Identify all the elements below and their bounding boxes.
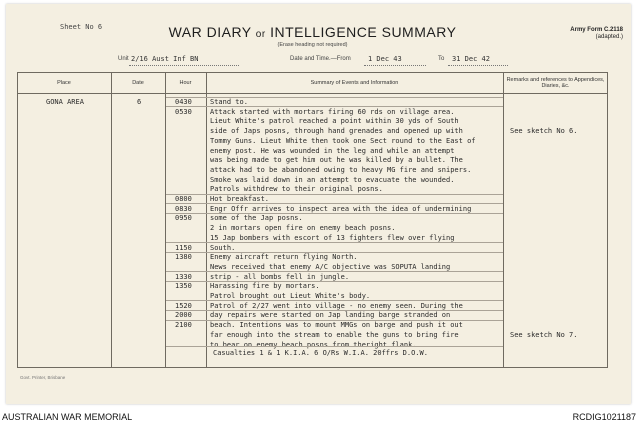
summary-line: Harassing fire by mortars. (210, 282, 320, 291)
entry-separator (166, 203, 503, 204)
column-divider (503, 72, 504, 368)
unit-underline (129, 65, 239, 66)
entry-separator (166, 194, 503, 195)
summary-line: Engr Offr arrives to inspect area with the idea of undermining (210, 204, 472, 213)
entry-separator (166, 97, 503, 98)
summary-line: Patrol brought out Lieut White's body. (210, 292, 371, 300)
hour-entry: 1150 (175, 243, 192, 252)
hour-entry: 2000 (175, 311, 192, 320)
entry-separator (166, 213, 503, 214)
title-intelligence-summary: INTELLIGENCE SUMMARY (270, 24, 457, 40)
summary-line: Attack started with mortars firing 60 rds on village area. (210, 107, 455, 116)
summary-line: attack had to be abandoned owing to heavy MG fire and snipers. (210, 165, 472, 174)
summary-line: beach. Intentions was to mount MMGs on barge and push it out (210, 321, 463, 330)
entry-separator (166, 271, 503, 272)
hour-entry: 1330 (175, 272, 192, 281)
form-title (0, 24, 625, 40)
entry-separator (166, 106, 503, 107)
casualties-line: Casualties 1 & 1 K.I.A. 6 O/Rs W.I.A. 20ffrs D.O.W. (213, 349, 428, 357)
summary-line: was being made to get him out he was killed by a bullet. The (210, 156, 463, 165)
column-header-date: Date (132, 80, 144, 86)
hour-entry: 0530 (175, 107, 192, 116)
summary-line: South. (210, 243, 236, 252)
summary-line: News received that enemy A/C objective was SOPUTA landing (210, 262, 451, 271)
title-or: or (255, 29, 266, 40)
summary-line: Hot breakfast. (210, 195, 270, 203)
entry-separator (166, 346, 503, 347)
date-to-value: 31 Dec 42 (452, 55, 490, 63)
summary-line: Patrol of 2/27 went into village - no enemy seen. During the (210, 301, 463, 310)
summary-line: Stand to. (210, 98, 248, 106)
summary-line: 2 in mortars open fire on enemy beach posns. (210, 224, 396, 233)
hour-entry: 2100 (175, 321, 192, 330)
summary-line: enemy post. He was wounded in the leg and while an attempt (210, 146, 455, 155)
archive-record-id: RCDIG1021187 (572, 412, 636, 422)
summary-line: strip - all bombs fell in jungle. (210, 272, 350, 281)
column-header-summary: Summary of Events and Information (310, 80, 399, 86)
summary-line: Lieut White's patrol reached a point within 30 yds of South (210, 117, 459, 126)
place-value: GONA AREA (46, 98, 84, 106)
entry-separator (166, 242, 503, 243)
entry-separator (166, 281, 503, 282)
date-to-label: To (438, 56, 445, 62)
column-divider (111, 72, 112, 368)
hour-entry: 0830 (175, 204, 192, 213)
column-divider (206, 72, 207, 368)
entry-separator (166, 310, 503, 311)
army-form-number: Army Form C.2118 (570, 27, 623, 33)
remark-entry: See sketch No 6. (510, 127, 578, 136)
summary-line: Enemy aircraft return flying North. (210, 253, 358, 262)
summary-line: to bear on enemy beach posns from theright flank. (210, 340, 417, 349)
date-from-underline (364, 65, 426, 66)
archive-institution: AUSTRALIAN WAR MEMORIAL (2, 412, 133, 422)
army-form-adapted: (adapted.) (595, 34, 623, 40)
summary-line: some of the Jap posns. (210, 214, 303, 223)
hour-entry: 1520 (175, 301, 192, 310)
hour-entry: 1350 (175, 282, 192, 291)
date-to-underline (448, 65, 508, 66)
date-value: 6 (137, 98, 142, 106)
summary-line: Smoke was laid down in an attempt to evacuate the wounded. (210, 175, 455, 184)
form-subtitle: (Erase heading not required) (277, 42, 348, 48)
hour-entry: 0950 (175, 214, 192, 223)
unit-label: Unit (118, 56, 129, 62)
date-time-label: Date and Time.—From (290, 56, 351, 62)
summary-line: Tommy Guns. Lieut White then took one Sect round to the East of (210, 136, 476, 145)
column-divider (165, 72, 166, 368)
entry-separator (166, 300, 503, 301)
summary-line: far enough into the stream to enable the guns to bring fire (210, 330, 459, 339)
summary-line: side of Japs posns, through hand grenades and opened up with (210, 127, 463, 136)
printer-note: Govt. Printer, Brisbane (20, 375, 66, 380)
title-war-diary: WAR DIARY (168, 24, 252, 40)
entry-separator (166, 320, 503, 321)
army-form-label (570, 27, 623, 41)
hour-entry: 0800 (175, 195, 192, 203)
summary-line: 15 Jap bombers with escort of 13 fighters flew over flying (210, 233, 455, 242)
unit-value: 2/16 Aust Inf BN (131, 55, 199, 63)
sheet-number: Sheet No 6 (60, 23, 103, 31)
column-header-remarks: Remarks and references to Appendices, Diaries, &c. (506, 77, 605, 89)
header-divider (17, 93, 608, 94)
date-from-value: 1 Dec 43 (368, 55, 402, 63)
hour-entry: 1380 (175, 253, 192, 262)
remark-entry: See sketch No 7. (510, 330, 578, 339)
summary-line: Patrols withdrew to their original posns. (210, 185, 383, 194)
hour-entry: 0430 (175, 98, 192, 106)
entry-separator (166, 252, 503, 253)
summary-line: day repairs were started on Jap landing barge stranded on (210, 311, 451, 320)
column-header-hour: Hour (179, 80, 192, 86)
column-header-place: Place (57, 80, 71, 86)
